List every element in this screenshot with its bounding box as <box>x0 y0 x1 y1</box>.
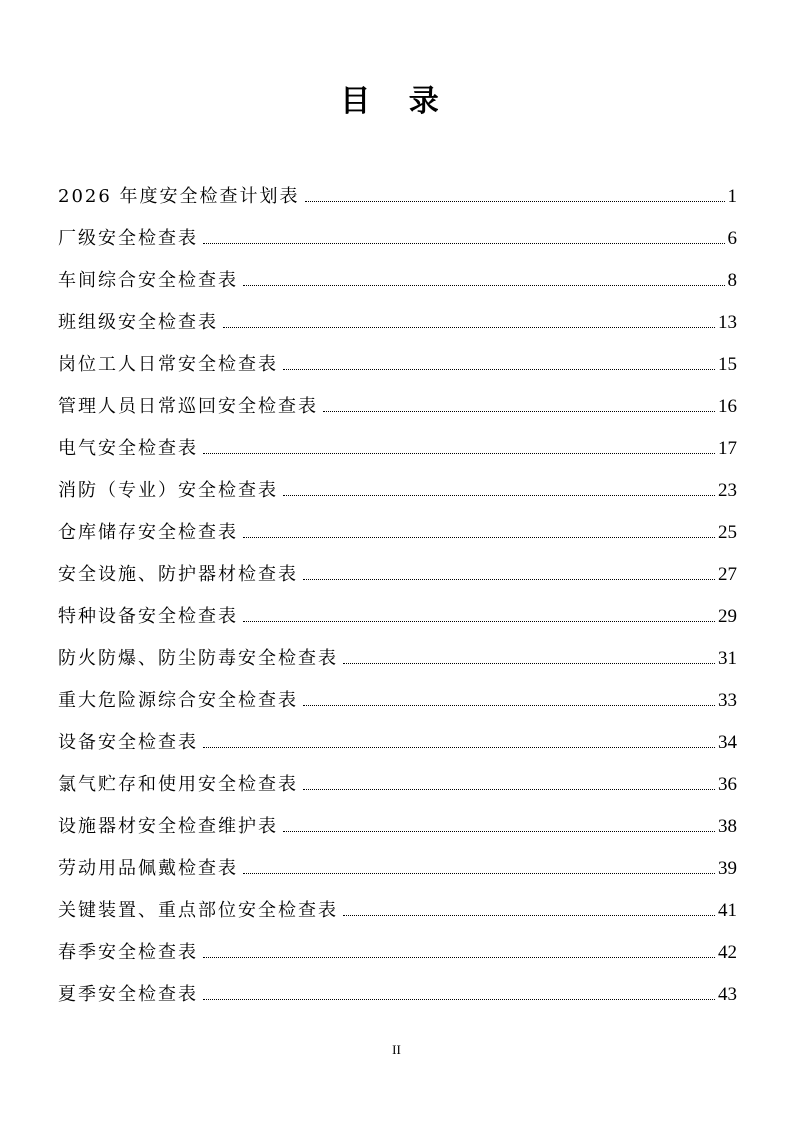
toc-entry[interactable] <box>58 848 737 890</box>
toc-entry[interactable] <box>58 302 737 344</box>
toc-entry-label: 安全设施、防护器材检查表 <box>58 564 298 585</box>
toc-entry[interactable] <box>58 764 737 806</box>
toc-page-number: 41 <box>718 900 737 921</box>
toc-entry[interactable] <box>58 176 737 218</box>
toc-entry[interactable] <box>58 554 737 596</box>
toc-entry-label: 设施器材安全检查维护表 <box>58 816 278 837</box>
toc-dot-leader <box>203 957 715 958</box>
toc-page-number: 29 <box>718 606 737 627</box>
toc-page-number: 6 <box>727 228 737 249</box>
toc-dot-leader <box>305 201 725 202</box>
toc-dot-leader <box>243 537 715 538</box>
toc-entry-label: 氯气贮存和使用安全检查表 <box>58 774 298 795</box>
toc-entry-label: 防火防爆、防尘防毒安全检查表 <box>58 648 338 669</box>
toc-page-number: 1 <box>727 186 737 207</box>
toc-dot-leader <box>303 579 715 580</box>
toc-page-number: 33 <box>718 690 737 711</box>
toc-entry[interactable] <box>58 344 737 386</box>
toc-entry[interactable] <box>58 470 737 512</box>
toc-page-number: 17 <box>718 438 737 459</box>
toc-entry-label: 劳动用品佩戴检查表 <box>58 858 238 879</box>
toc-entry-label: 2026 年度安全检查计划表 <box>58 186 300 207</box>
toc-page-number: 16 <box>718 396 737 417</box>
toc-page-number: 31 <box>718 648 737 669</box>
toc-page-number: 8 <box>727 270 737 291</box>
toc-dot-leader <box>283 831 715 832</box>
toc-entry-label: 夏季安全检查表 <box>58 984 198 1005</box>
page-title: 目 录 <box>340 84 453 119</box>
toc-entry[interactable] <box>58 806 737 848</box>
toc-page-number: 13 <box>718 312 737 333</box>
toc-entry[interactable] <box>58 218 737 260</box>
toc-entry-label: 管理人员日常巡回安全检查表 <box>58 396 318 417</box>
toc-page-number: 43 <box>718 984 737 1005</box>
toc-page-number: 23 <box>718 480 737 501</box>
toc-entry-label: 车间综合安全检查表 <box>58 270 238 291</box>
toc-entry-label: 设备安全检查表 <box>58 732 198 753</box>
page-number: II <box>392 1042 401 1057</box>
toc-dot-leader <box>223 327 715 328</box>
toc-entry[interactable] <box>58 428 737 470</box>
toc-dot-leader <box>283 495 715 496</box>
toc-page-number: 27 <box>718 564 737 585</box>
toc-dot-leader <box>243 621 715 622</box>
toc-dot-leader <box>323 411 715 412</box>
toc-entry-label: 春季安全检查表 <box>58 942 198 963</box>
table-of-contents <box>58 176 737 1016</box>
toc-dot-leader <box>203 999 715 1000</box>
toc-entry[interactable] <box>58 260 737 302</box>
toc-entry-label: 关键装置、重点部位安全检查表 <box>58 900 338 921</box>
toc-entry-label: 电气安全检查表 <box>58 438 198 459</box>
toc-dot-leader <box>343 915 715 916</box>
toc-entry[interactable] <box>58 974 737 1016</box>
toc-dot-leader <box>203 747 715 748</box>
toc-entry-label: 仓库储存安全检查表 <box>58 522 238 543</box>
toc-page-number: 25 <box>718 522 737 543</box>
toc-page-number: 39 <box>718 858 737 879</box>
toc-dot-leader <box>303 789 715 790</box>
toc-entry-label: 特种设备安全检查表 <box>58 606 238 627</box>
toc-entry[interactable] <box>58 722 737 764</box>
toc-page-number: 34 <box>718 732 737 753</box>
toc-entry[interactable] <box>58 512 737 554</box>
toc-entry[interactable] <box>58 386 737 428</box>
toc-page-number: 36 <box>718 774 737 795</box>
toc-dot-leader <box>203 453 715 454</box>
toc-dot-leader <box>243 285 725 286</box>
toc-entry-label: 班组级安全检查表 <box>58 312 218 333</box>
toc-page-number: 15 <box>718 354 737 375</box>
toc-entry-label: 消防（专业）安全检查表 <box>58 480 278 501</box>
toc-entry-label: 厂级安全检查表 <box>58 228 198 249</box>
toc-entry-label: 岗位工人日常安全检查表 <box>58 354 278 375</box>
toc-dot-leader <box>283 369 715 370</box>
toc-dot-leader <box>303 705 715 706</box>
toc-entry[interactable] <box>58 638 737 680</box>
toc-page-number: 42 <box>718 942 737 963</box>
toc-entry[interactable] <box>58 890 737 932</box>
toc-page-number: 38 <box>718 816 737 837</box>
toc-dot-leader <box>243 873 715 874</box>
toc-dot-leader <box>203 243 725 244</box>
toc-entry-label: 重大危险源综合安全检查表 <box>58 690 298 711</box>
toc-entry[interactable] <box>58 680 737 722</box>
toc-entry[interactable] <box>58 932 737 974</box>
toc-entry[interactable] <box>58 596 737 638</box>
toc-dot-leader <box>343 663 715 664</box>
